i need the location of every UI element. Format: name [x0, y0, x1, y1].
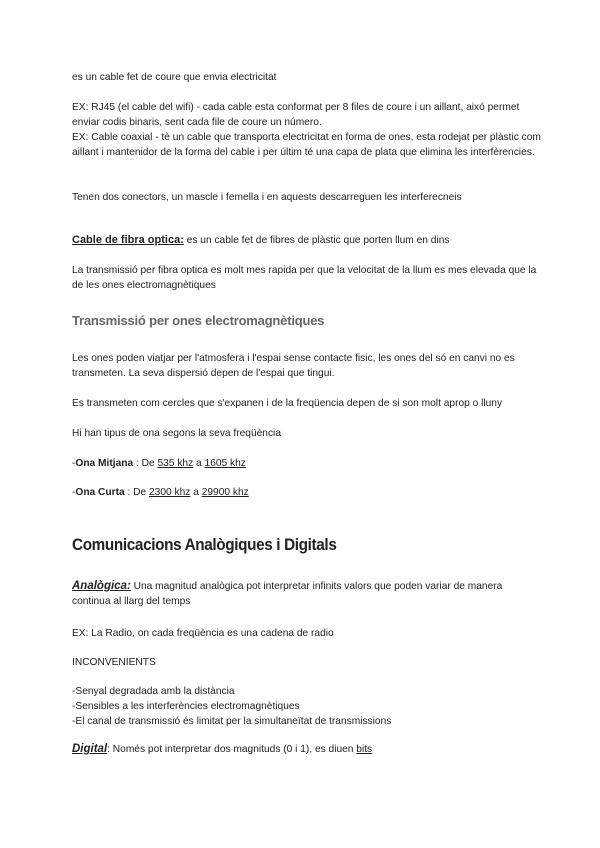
fibre-definition: es un cable fet de fibres de plàstic que porten llum en dins: [183, 235, 450, 246]
inconvenients-list: [72, 684, 542, 729]
paragraph-waves-circles: Es transmeten com cercles que s'expanen i de la freqüencia depen de si son molt aprop o lluny: [72, 398, 503, 409]
paragraph-connectors: Tenen dos conectors, un mascle i femella i en aquests descarreguen les interferecneis: [72, 192, 462, 203]
medium-wave-label: Ona Mitjana: [75, 458, 134, 469]
medium-wave-from: 535 khz: [157, 458, 194, 469]
heading-electromagnetic-waves: Transmissió per ones electromagnètiques: [72, 313, 325, 328]
term-fibre-optic: Cable de fibra optica:: [72, 234, 184, 246]
list-item: -El canal de transmissió és limitat per la simultaneïtat de transmissions: [72, 716, 392, 727]
analog-definition: Una magnitud analògica pot interpretar infinits valors que poden variar de manera continua al llarg del temps: [72, 581, 503, 607]
paragraph-coaxial-example: EX: Cable coaxial - tè un cable que transporta electricitat en forma de ones, esta rodejat per plàstic com aillant i mantenidor de la forma del cable i per últim té una capa de plata que elimina les interfèrencies.: [72, 132, 541, 158]
paragraph-radio-example: EX: La Radio, on cada freqüència es una cadena de radio: [72, 628, 334, 639]
paragraph-wave-types: Hi han tipus de ona segons la seva freqüència: [72, 428, 281, 439]
paragraph-waves-travel: Les ones poden viatjar per l'atmosfera i l'espai sense contacte fisic, les ones del só en canvi no es transmeten. La seva dispersió depen de l'espai que tingui.: [72, 353, 515, 379]
medium-wave-to: 1605 khz: [204, 458, 246, 469]
term-digital: Digital: [72, 743, 108, 755]
paragraph-copper-cable: es un cable fet de coure que envia electricitat: [72, 72, 277, 83]
heading-analog-digital: Comunicacions Analògiques i Digitals: [72, 535, 337, 554]
list-item: -Sensibles a les interferències electromagnètiques: [72, 701, 300, 712]
inconvenients-label: INCONVENIENTS: [72, 657, 156, 668]
digital-definition: : Només pot interpretar dos magnituds (0 i 1), es diuen: [107, 744, 357, 755]
paragraph-rj45-example: EX: RJ45 (el cable del wifi) - cada cable esta conformat per 8 files de coure i un aillant, aixó permet enviar codis binaris, sent cada file de coure un número.: [72, 102, 520, 128]
paragraph-fibre-transmission: La transmissió per fibra optica es molt mes rapida per que la velocitat de la llum es mes elevada que la de les ones electromagnètiques: [72, 265, 537, 291]
list-item-short-wave: -Ona Curta : De 2300 khz a 29900 khz: [72, 487, 249, 498]
short-wave-from: 2300 khz: [149, 487, 191, 498]
bits-link: bits: [356, 744, 373, 755]
term-analog: Analògica:: [72, 580, 131, 592]
paragraph-analog-definition: [72, 579, 542, 609]
list-item-medium-wave: -Ona Mitjana : De 535 khz a 1605 khz: [72, 458, 246, 469]
paragraph-digital-definition: [72, 742, 542, 757]
short-wave-label: Ona Curta: [75, 487, 125, 498]
paragraph-fibre-cable: [72, 233, 542, 248]
short-wave-to: 29900 khz: [201, 487, 249, 498]
list-item: -Senyal degradada amb la distància: [72, 686, 235, 697]
